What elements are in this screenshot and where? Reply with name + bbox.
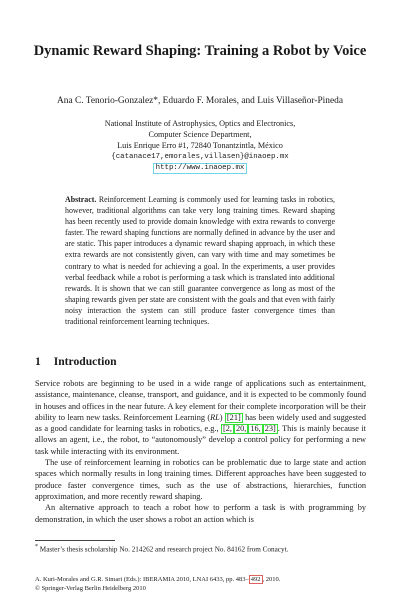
- citation-link[interactable]: 16,: [250, 424, 261, 434]
- abstract-text: Reinforcement Learning is commonly used for learning tasks in robotics, however, traditional algorithms can take very long training times. Reward shaping has been recently used to provide domain knowledge with extra rewards to converge faster. The reward shaping functions are normally defined in advance by the user and are static. This paper introduces a dynamic reward shaping approach, in which these extra rewards are not consistently given, can vary with time and may sometimes be contrary to what is needed for achieving a goal. In the experiments, a user provides verbal feedback while a robot is performing a task which is translated into additional rewards. It is shown that we can still guarantee convergence as long as most of the shaping rewards given per state are consistent with the goals and that even with fairly noisy interaction the system can still produce faster convergence times than traditional reinforcement learning techniques.: [65, 195, 335, 327]
- author-list: Ana C. Tenorio-Gonzalez*, Eduardo F. Morales, and Luis Villaseñor-Pineda: [57, 96, 343, 106]
- abstract-label: Abstract.: [65, 195, 97, 204]
- footnote-mark: *: [35, 544, 38, 550]
- paper-title: Dynamic Reward Shaping: Training a Robot by Voice: [33, 43, 367, 59]
- copyright-line: © Springer-Verlag Berlin Heidelberg 2010: [35, 585, 146, 593]
- citation-link[interactable]: 20,: [235, 424, 247, 434]
- author-emails: {catanace17,emorales,villasen}@inaoep.mx: [111, 152, 289, 161]
- paragraph-3: An alternative approach to teach a robot how to perform a task is with programming by demonstration, in which the user shows a robot an action which is: [35, 503, 366, 524]
- citation-link[interactable]: [21]: [226, 412, 241, 422]
- section-body: [35, 378, 366, 525]
- department-name: Computer Science Department,: [148, 130, 252, 140]
- postal-address: Luis Enrique Erro #1, 72840 Tonantzintla, México: [117, 141, 283, 151]
- footnote: [35, 543, 375, 555]
- institute-name: National Institute of Astrophysics, Optics and Electronics,: [104, 119, 296, 128]
- paragraph-2: The use of reinforcement learning in robotics can be problematic due to large state and action spaces which normally results in long training times. Different approaches have been suggested to produce faster convergence times, such as the use of abstractions, hierarchies, function approximation, and more recently reward shaping.: [35, 458, 366, 501]
- section-title: Introduction: [53, 355, 117, 368]
- footnote-text: Master’s thesis scholarship No. 214262 and research project No. 84162 from Conacyt.: [39, 545, 289, 554]
- abstract: [65, 194, 335, 327]
- section-number: 1: [35, 355, 41, 368]
- paragraph-1: Service robots are beginning to be used in a wide range of applications such as entertainment, assistance, maintenance, cleanse, transport, and guidance, and it is expected to be commonly found in houses and offices in the near future. A key element for their complete incorporation will be their ability to learn new tasks. Reinforcement Learning (RL) [21] has been widely used and suggested as a good candidate for learning tasks in robotics, e.g., [2, 20, 16, 23] . This is mainly because it allows an agent, i.e., the robot, to “autonomously” develop a control policy for performing a new task while interacting with its environment.: [35, 379, 366, 456]
- citation-link[interactable]: [2,: [222, 424, 232, 434]
- last-page-link[interactable]: 492: [250, 576, 261, 583]
- rl-abbrev: RL: [210, 412, 220, 422]
- footnote-rule: [35, 540, 115, 541]
- citation-link[interactable]: 23]: [264, 424, 276, 434]
- publication-info: [35, 575, 375, 594]
- affiliation-block: [40, 118, 360, 174]
- institute-url-link[interactable]: http://www.inaoep.mx: [153, 163, 248, 174]
- section-heading: [35, 355, 117, 368]
- publication-citation: A. Kuri-Morales and G.R. Simari (Eds.): IBERAMIA 2010, LNAI 6433, pp. 483– 492 , 2010.: [35, 576, 281, 583]
